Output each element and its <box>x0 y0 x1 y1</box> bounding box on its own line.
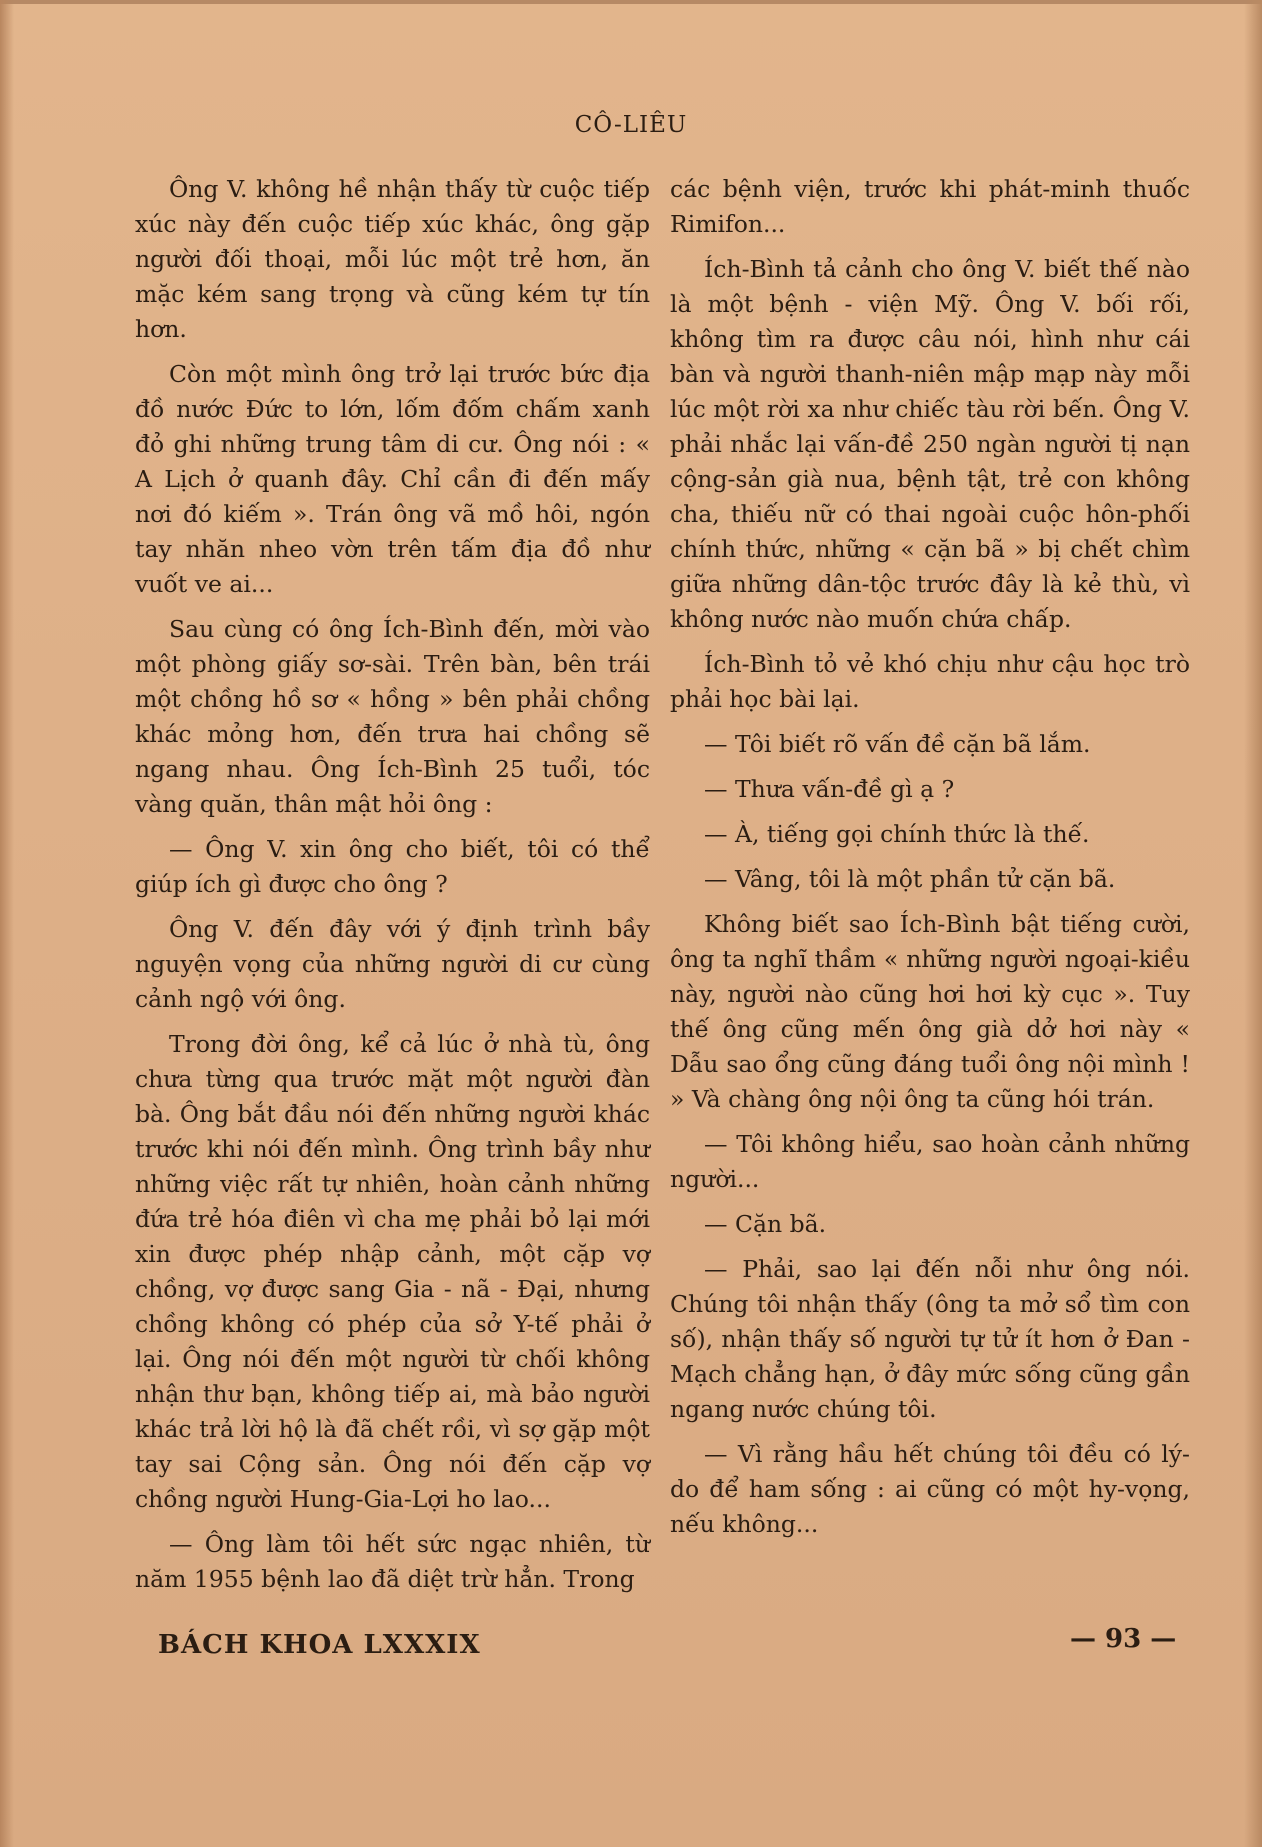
paragraph: Ích-Bình tỏ vẻ khó chịu như cậu học trò phải học bài lại. <box>670 650 1190 713</box>
paragraph: các bệnh viện, trước khi phát-minh thuốc Rimifon... <box>670 175 1190 238</box>
left-column <box>135 172 650 1607</box>
paragraph: — Thưa vấn-đề gì ạ ? <box>704 775 955 803</box>
running-header: CÔ-LIÊU <box>574 112 688 138</box>
paragraph: — Tôi không hiểu, sao hoàn cảnh những người... <box>670 1130 1190 1193</box>
paragraph: — À, tiếng gọi chính thức là thế. <box>704 820 1090 848</box>
paragraph: Còn một mình ông trở lại trước bức địa đồ nước Đức to lớn, lốm đốm chấm xanh đỏ ghi những trung tâm di cư. Ông nói : « A Lịch ở quanh đây. Chỉ cần đi đến mấy nơi đó kiếm ». Trán ông vã mồ hôi, ngón tay nhăn nheo vờn trên tấm địa đồ như vuốt ve ai... <box>135 360 650 598</box>
paragraph: — Vì rằng hầu hết chúng tôi đều có lý-do để ham sống : ai cũng có một hy-vọng, nếu không... <box>670 1440 1190 1538</box>
publication-name: BÁCH KHOA LXXXIX <box>158 1630 481 1660</box>
paragraph: Không biết sao Ích-Bình bật tiếng cười, ông ta nghĩ thầm « những người ngoại-kiều này, người nào cũng hơi hơi kỳ cục ». Tuy thế ông cũng mến ông già dở hơi này « Dẫu sao ổng cũng đáng tuổi ông nội mình ! » Và chàng ông nội ông ta cũng hói trán. <box>670 910 1190 1113</box>
paragraph: Ông V. không hề nhận thấy từ cuộc tiếp xúc này đến cuộc tiếp xúc khác, ông gặp người đối thoại, mỗi lúc một trẻ hơn, ăn mặc kém sang trọng và cũng kém tự tín hơn. <box>135 175 650 343</box>
page-fold-line <box>0 0 1262 4</box>
paragraph: — Tôi biết rõ vấn đề cặn bã lắm. <box>704 730 1091 758</box>
page-edge-right <box>1244 0 1262 1847</box>
page-number: — 93 — <box>1070 1624 1177 1654</box>
paragraph: — Ông V. xin ông cho biết, tôi có thể giúp ích gì được cho ông ? <box>135 835 650 898</box>
paragraph: — Vâng, tôi là một phần tử cặn bã. <box>704 865 1116 893</box>
paragraph: Ông V. đến đây với ý định trình bầy nguyện vọng của những người di cư cùng cảnh ngộ với ông. <box>135 915 650 1013</box>
page-edge-left <box>0 0 14 1847</box>
paragraph: Ích-Bình tả cảnh cho ông V. biết thế nào là một bệnh - viện Mỹ. Ông V. bối rối, không tìm ra được câu nói, hình như cái bàn và người thanh-niên mập mạp này mỗi lúc một rời xa như chiếc tàu rời bến. Ông V. phải nhắc lại vấn-đề 250 ngàn người tị nạn cộng-sản già nua, bệnh tật, trẻ con không cha, thiếu nữ có thai ngoài cuộc hôn-phối chính thức, những « cặn bã » bị chết chìm giữa những dân-tộc trước đây là kẻ thù, vì không nước nào muốn chứa chấp. <box>670 255 1190 633</box>
paragraph: — Cặn bã. <box>704 1210 827 1238</box>
paragraph: Trong đời ông, kể cả lúc ở nhà tù, ông chưa từng qua trước mặt một người đàn bà. Ông bắt đầu nói đến những người khác trước khi nói đến mình. Ông trình bầy như những việc rất tự nhiên, hoàn cảnh những đứa trẻ hóa điên vì cha mẹ phải bỏ lại mới xin được phép nhập cảnh, một cặp vợ chồng, vợ được sang Gia - nã - Đại, nhưng chồng không có phép của sở Y-tế phải ở lại. Ông nói đến một người từ chối không nhận thư bạn, không tiếp ai, mà bảo người khác trả lời hộ là đã chết rồi, vì sợ gặp một tay sai Cộng sản. Ông nói đến cặp vợ chồng người Hung-Gia-Lợi ho lao... <box>135 1030 650 1513</box>
right-column <box>670 172 1190 1552</box>
paragraph: Sau cùng có ông Ích-Bình đến, mời vào một phòng giấy sơ-sài. Trên bàn, bên trái một chồng hồ sơ « hồng » bên phải chồng khác mỏng hơn, đến trưa hai chồng sẽ ngang nhau. Ông Ích-Bình 25 tuổi, tóc vàng quăn, thân mật hỏi ông : <box>135 615 650 818</box>
paragraph: — Phải, sao lại đến nỗi như ông nói. Chúng tôi nhận thấy (ông ta mở sổ tìm con số), nhận thấy số người tự tử ít hơn ở Đan - Mạch chẳng hạn, ở đây mức sống cũng gần ngang nước chúng tôi. <box>670 1255 1190 1423</box>
paragraph: — Ông làm tôi hết sức ngạc nhiên, từ năm 1955 bệnh lao đã diệt trừ hẳn. Trong <box>135 1530 650 1593</box>
